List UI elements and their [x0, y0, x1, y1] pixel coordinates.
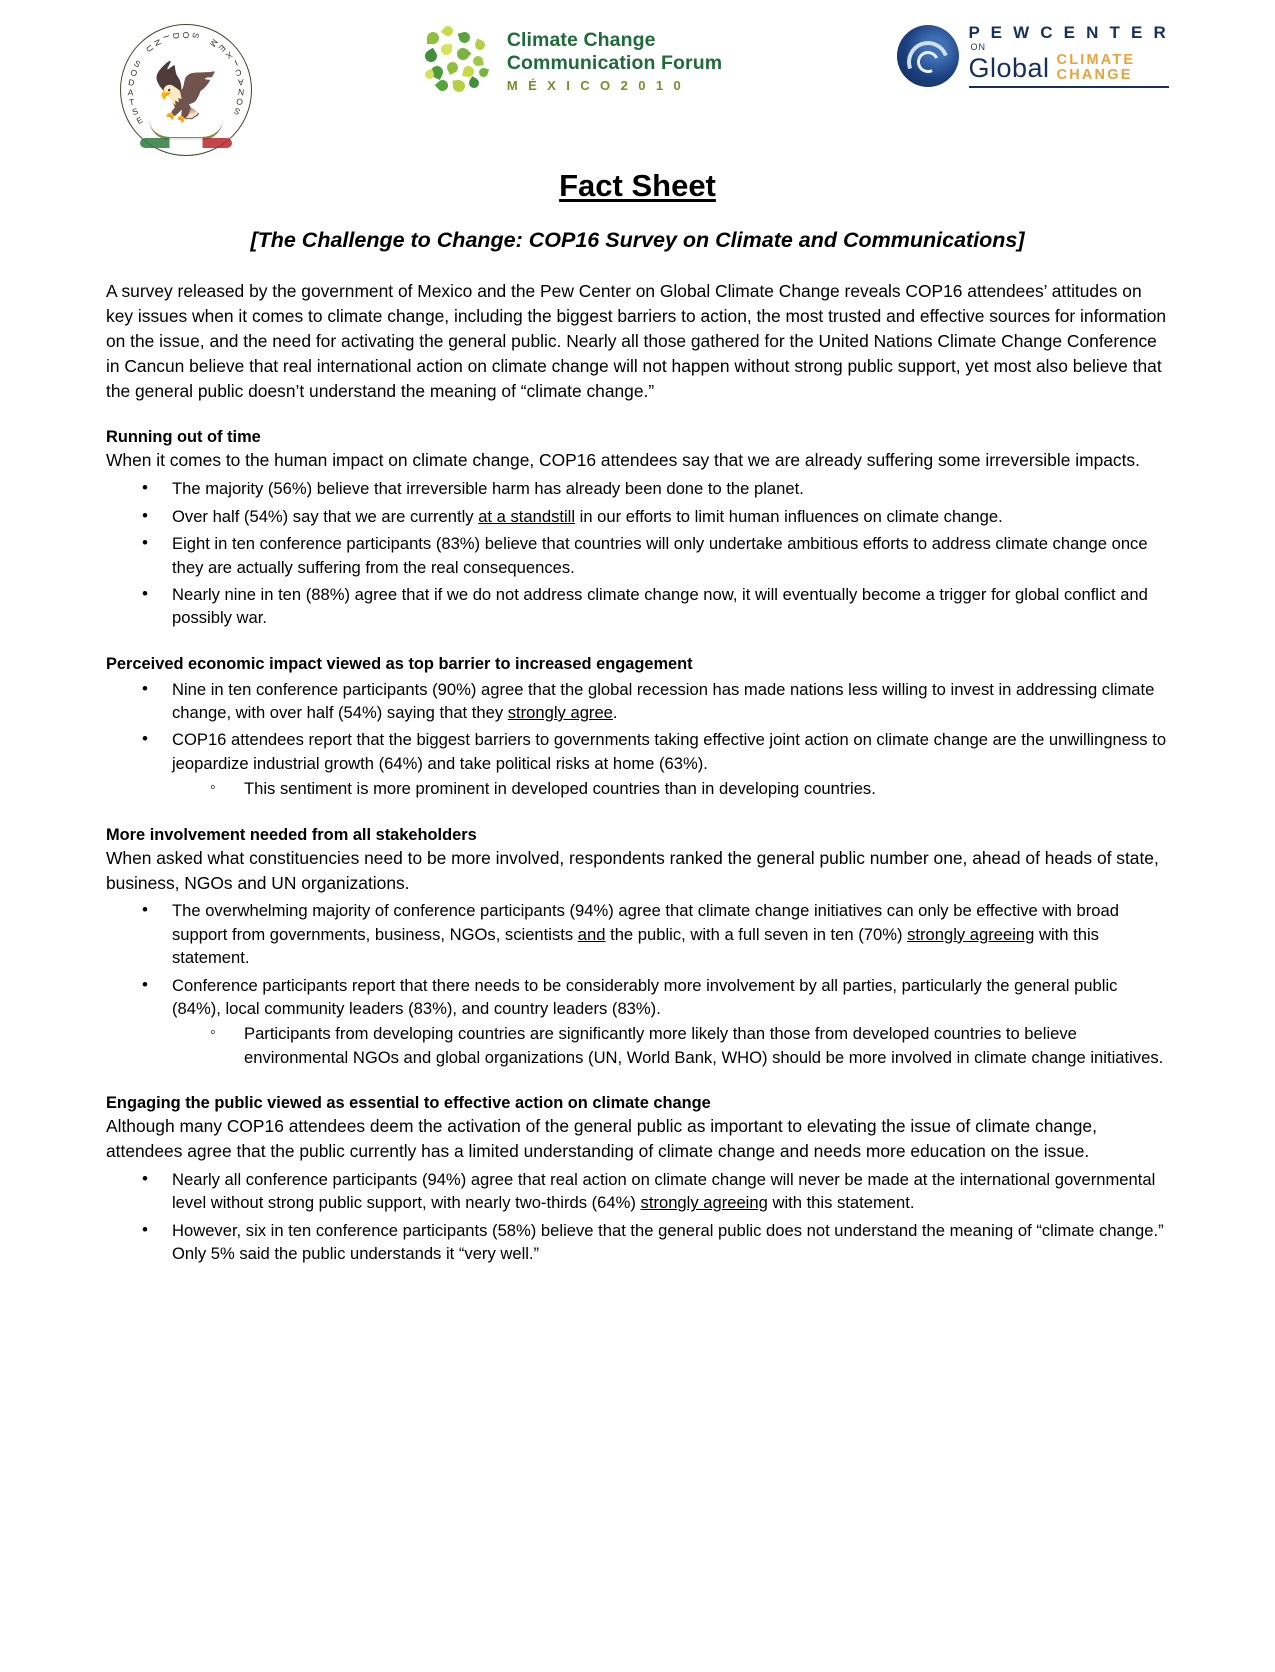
mexican-coat-of-arms-icon [120, 24, 252, 156]
pew-logo-line1: P E W C E N T E R [968, 23, 1169, 42]
leaf-cluster-icon [423, 24, 495, 98]
bullet-text: The majority (56%) believe that irreversible harm has already been done to the planet. [172, 479, 804, 499]
bullet-text: The overwhelming majority of conference participants (94%) agree that climate change initiatives can only be effective with broad support from governments, business, NGOs, scientists [172, 901, 1119, 944]
bullet-list [106, 678, 1169, 801]
bullet-item [106, 1168, 1169, 1215]
pew-logo-climate: CLIMATE [1056, 52, 1136, 69]
bullet-text: Over half (54%) say that we are currently [172, 506, 479, 526]
bullet-item [106, 1219, 1169, 1266]
logo-header [106, 24, 1169, 154]
section-heading: Running out of time [106, 428, 261, 447]
bullet-emphasis: strongly agreeing [640, 1193, 768, 1213]
mexico-seal-logo [106, 24, 266, 156]
pew-logo-on: ON [970, 41, 986, 52]
eagle-icon: 🦅 [151, 60, 221, 124]
bullet-text: Conference participants report that there needs to be considerably more involvement by all parties, particularly the general public (84%), local community leaders (83%), and country leaders (83%). [172, 975, 1118, 1018]
bullet-text: Nine in ten conference participants (90%) agree that the global recession has made nations less willing to invest in addressing climate change, with over half (54%) saying that they [172, 679, 1155, 723]
pew-logo-rule [969, 86, 1170, 89]
seal-ribbon [140, 138, 232, 148]
bullet-list [106, 1168, 1169, 1266]
bullet-item [106, 583, 1169, 630]
bullet-text: COP16 attendees report that the biggest barriers to governments taking effective joint action on climate change are the unwillingness to jeopardize industrial growth (64%) and take political risks at home (63%). [172, 730, 1167, 773]
page-subtitle: [The Challenge to Change: COP16 Survey on Climate and Communications] [250, 228, 1025, 252]
bullet-text-post: with this statement. [767, 1193, 915, 1213]
section-heading: More involvement needed from all stakeholders [106, 825, 477, 844]
bullet-text: However, six in ten conference participants (58%) believe that the general public does not understand the meaning of “climate change.” Only 5% said the public understands it “very well.” [172, 1220, 1164, 1264]
bullet-list [106, 899, 1169, 1069]
sections-container [106, 428, 1169, 1265]
bullet-text: Nearly nine in ten (88%) agree that if we do not address climate change now, it will eventually become a trigger for global conflict and possibly war. [172, 584, 1148, 628]
pew-center-logo [849, 24, 1169, 88]
bullet-item [106, 678, 1169, 725]
bullet-text: Nearly all conference participants (94%) agree that real action on climate change will never be made at the international governmental level without strong public support, with nearly two-thirds (64%) [172, 1169, 1156, 1213]
bullet-item [106, 974, 1169, 1070]
pew-logo-global: Global [968, 52, 1050, 83]
section-lead-paragraph: Although many COP16 attendees deem the activation of the general public as important to elevating the issue of climate change, attendees agree that the public currently has a limited understanding of climate change and needs more education on the issue. [106, 1116, 1097, 1162]
bullet-emphasis: and [577, 924, 606, 944]
bullet-item [106, 899, 1169, 969]
bullet-text: Eight in ten conference participants (83%) believe that countries will only undertake ambitious efforts to address climate change once they are actually suffering from the real consequences. [172, 534, 1148, 577]
bullet-emphasis: at a standstill [478, 506, 576, 526]
bullet-text-mid: the public, with a full seven in ten (70%) [605, 924, 908, 944]
section-lead-paragraph: When it comes to the human impact on climate change, COP16 attendees say that we are already suffering some irreversible impacts. [106, 450, 1140, 471]
pew-swirl-icon [897, 25, 959, 87]
bullet-text-post: . [612, 703, 618, 723]
section-heading: Perceived economic impact viewed as top barrier to increased engagement [106, 654, 693, 673]
bullet-item [106, 728, 1169, 800]
ccf-logo-line2: Communication Forum [506, 51, 723, 74]
bullet-emphasis: strongly agree [507, 703, 613, 723]
bullet-item [106, 532, 1169, 579]
bullet-item [106, 505, 1169, 528]
sub-bullet-item: ◦ Participants from developing countries are significantly more likely than those from developed countries to believe environmental NGOs and global organizations (UN, World Bank, WHO) should be more involved in climate change initiatives. [172, 1022, 1169, 1069]
section-heading: Engaging the public viewed as essential to effective action on climate change [106, 1094, 711, 1113]
seal-ring-text: E S T A D O S U N I D O S M E X I C A N O S [127, 31, 245, 127]
ccf-logo-line1: Climate Change [506, 29, 656, 52]
sub-bullet-list [172, 1022, 1169, 1069]
section-lead-paragraph: When asked what constituencies need to be more involved, respondents ranked the general public number one, ahead of heads of state, business, NGOs and UN organizations. [106, 847, 1159, 893]
bullet-list [106, 477, 1169, 629]
bullet-item [106, 477, 1169, 500]
climate-change-communication-forum-logo [266, 24, 849, 98]
intro-paragraph: A survey released by the government of Mexico and the Pew Center on Global Climate Change reveals COP16 attendees’ attitudes on key issues when it comes to climate change, including the biggest barriers to action, the most trusted and effective sources for information on the issue, and the need for activating the general public. Nearly all those gathered for the United Nations Climate Change Conference in Cancun believe that real international action on climate change will not happen without strong public support, yet most also believe that the general public doesn’t understand the meaning of “climate change.” [106, 281, 1167, 401]
seal-wreath [149, 119, 223, 140]
bullet-emphasis-2: strongly agreeing [907, 924, 1035, 944]
sub-bullet-list [172, 777, 1169, 800]
sub-bullet-item: ◦ This sentiment is more prominent in developed countries than in developing countries. [172, 777, 1169, 800]
pew-logo-change: CHANGE [1056, 67, 1133, 84]
ccf-logo-line3: M É X I C O 2 0 1 0 [506, 77, 685, 93]
bullet-text-post: in our efforts to limit human influences on climate change. [575, 506, 1003, 526]
page-title: Fact Sheet [559, 168, 716, 203]
bullet-text-post: with this statement. [172, 924, 1099, 968]
